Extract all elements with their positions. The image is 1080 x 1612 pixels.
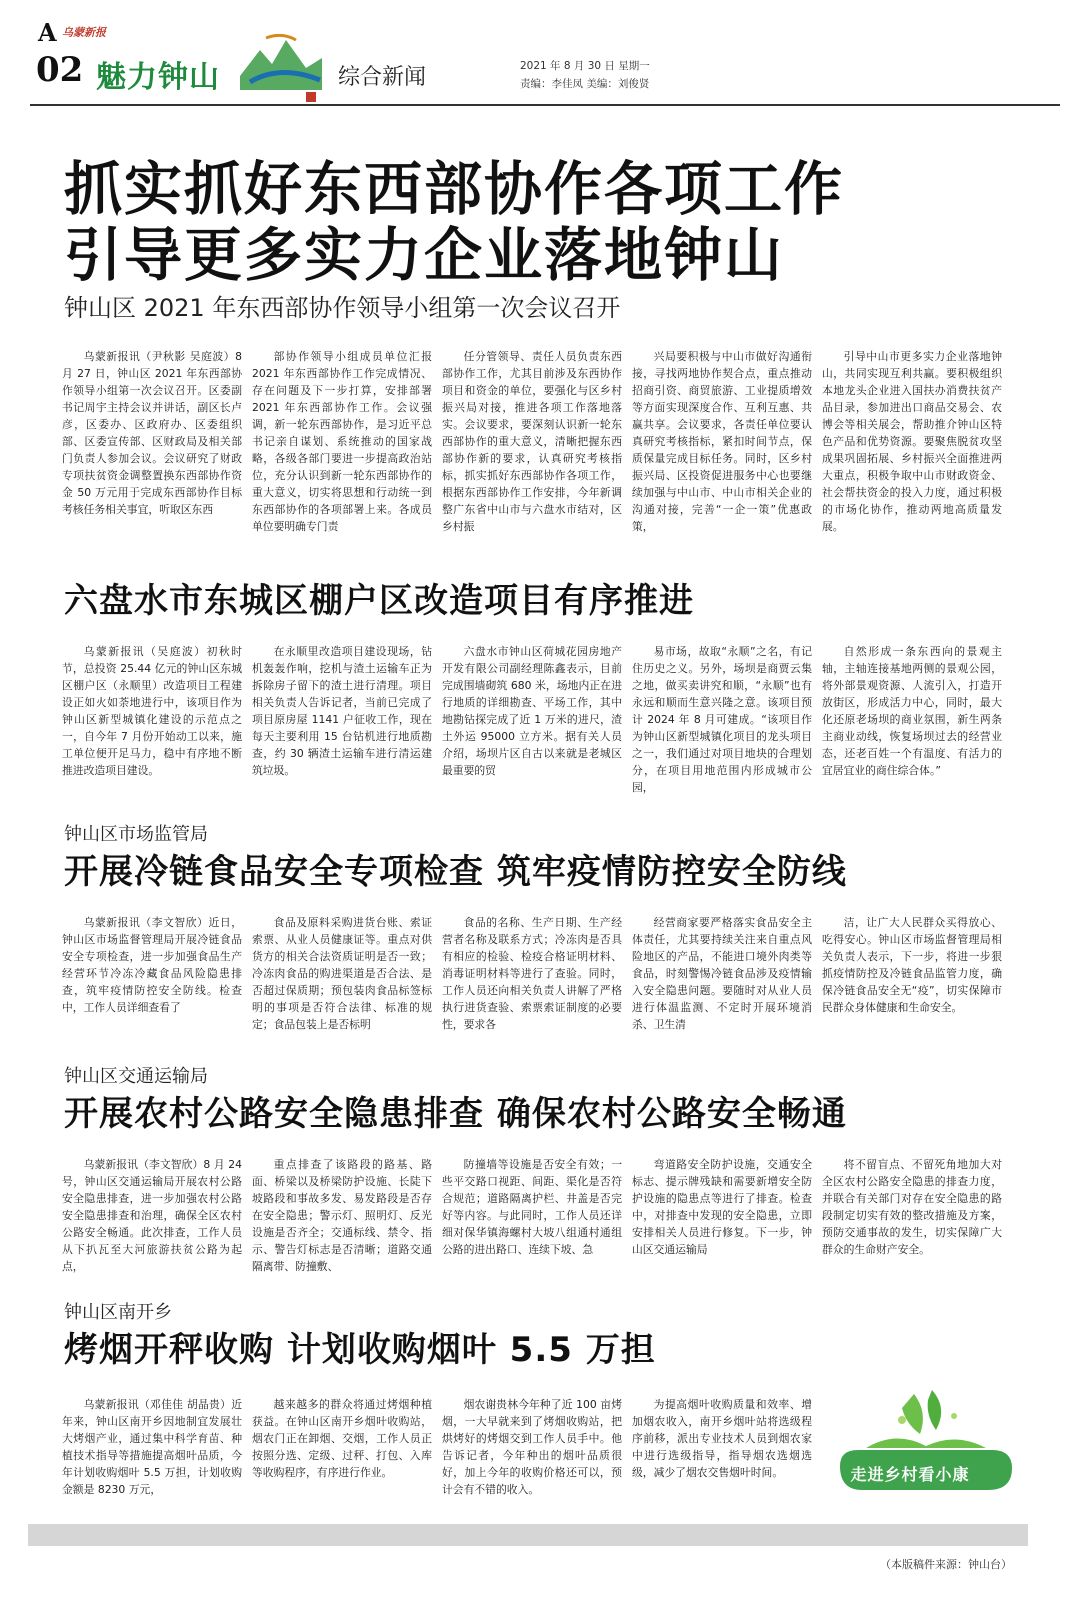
editor-line: 责编：李佳凤 美编：刘俊贤 <box>520 78 650 90</box>
page-number: 02 <box>36 50 84 90</box>
story5-column-3: 烟农谢贵林今年种了近 100 亩烤烟，一大早就来到了烤烟收购站，把烘烤好的烤烟交到工作人员手中。他告诉记者，今年种出的烟叶品质很好，加上今年的收购价格还可以，预计会有不错的收入。 <box>442 1398 622 1496</box>
story5-title: 烤烟开秤收购 计划收购烟叶 5.5 万担 <box>64 1330 656 1370</box>
story2-column-2: 在永顺里改造项目建设现场，钻机轰轰作响，挖机与渣土运输车正为拆除房子留下的渣土进行清理。项目相关负责人告诉记者，当前已完成了项目原房屋 1141 户征收工作，现在每天主要利用 15 台钻机进行地质勘查，约 30 辆渣土运输车进行清运建筑垃圾。 <box>252 645 432 777</box>
story3-column-3: 食品的名称、生产日期、生产经营者名称及联系方式；冷冻肉是否具有相应的检验、检疫合格证明材料、消毒证明材料等进行了查验。同时，工作人员还向相关负责人讲解了严格执行进货查验、索票索证制度的必要性，要求各 <box>442 916 622 1031</box>
section-name: 综合新闻 <box>338 65 427 90</box>
story3-column-1: 乌蒙新报讯（李文智欣）近日，钟山区市场监督管理局开展冷链食品安全专项检查，进一步加强食品生产经营环节冷冻冷藏食品风险隐患排查，筑牢疫情防控安全防线。检查中，工作人员详细查看了 <box>62 916 242 1014</box>
story4-title: 开展农村公路安全隐患排查 确保农村公路安全畅通 <box>64 1094 847 1134</box>
story1-column-1: 乌蒙新报讯（尹秋影 吴庭波）8 月 27 日，钟山区 2021 年东西部协作领导小组第一次会议召开。区委副书记周宇主持会议并讲话，副区长卢彦，区委办、区政府办、区委组织部、区委宣传部、区财政局及相关部门负责人参加会议。会议研究了财政专项扶贫资金调整置换东西部协作资金 50 万元用于完成东西部协作目标考核任务相关事宜，听取区东西 <box>62 350 242 516</box>
story1-column-2: 部协作领导小组成员单位汇报 2021 年东西部协作工作完成情况、存在问题及下一步打算，安排部署 2021 年东西部协作工作。会议强调，新一轮东西部协作，是习近平总书记亲自谋划、系统推动的国家战略，各级各部门要进一步提高政治站位，充分认识到新一轮东西部协作的重大意义，切实将思想和行动统一到东西部协作的各项部署上来。各成员单位要明确专门责 <box>252 350 432 533</box>
story4-column-1: 乌蒙新报讯（李文智欣）8 月 24 号，钟山区交通运输局开展农村公路安全隐患排查，进一步加强农村公路安全隐患排查和治理，确保全区农村公路安全畅通。此次排查，工作人员从下扒瓦至大河旅游扶贫公路为起点， <box>62 1158 242 1273</box>
story1-column-4: 兴局要积极与中山市做好沟通衔接，寻找两地协作契合点，重点推动招商引资、商贸旅游、工业提质增效等方面实现深度合作、互利互惠、共赢共享。会议要求，各责任单位要认真研究考核指标，紧扣时间节点，保质保量完成目标任务。同时，区乡村振兴局、区投资促进服务中心也要继续加强与中山市、中山市相关企业的沟通对接，完善“一企一策”优惠政策， <box>632 350 812 533</box>
masthead-divider <box>30 104 1060 106</box>
story1-column-5: 引导中山市更多实力企业落地钟山，共同实现互利共赢。要积极组织本地龙头企业进入国扶办消费扶贫产品目录，参加进出口商品交易会、农博会等相关展会，帮助推介钟山区特色产品和优势资源。要聚焦脱贫攻坚成果巩固拓展、乡村振兴全面推进两大重点，积极争取中山市财政资金、社会帮扶资金的投入力度，通过积极的市场化协作，推动两地高质量发展。 <box>822 350 1002 533</box>
source-note: （本版稿件来源：钟山台） <box>880 1558 1012 1571</box>
story3-column-5: 洁，让广大人民群众买得放心、吃得安心。钟山区市场监督管理局相关负责人表示，下一步，将进一步狠抓疫情防控及冷链食品监管力度，确保冷链食品安全无“疫”，切实保障市民群众身体健康和生命安全。 <box>822 916 1002 1014</box>
story4-column-5: 将不留盲点、不留死角地加大对全区农村公路安全隐患的排查力度，并联合有关部门对存在安全隐患的路段制定切实有效的整改措施及方案，预防交通事故的发生，切实保障广大群众的生命财产安全。 <box>822 1158 1002 1256</box>
story3-column-4: 经营商家要严格落实食品安全主体责任，尤其要持续关注来自重点风险地区的产品，不能进口境外肉类等食品，时刻警惕冷链食品涉及疫情输入安全隐患问题。要随时对从业人员进行体温监测、不定时开展环境消杀、卫生清 <box>632 916 812 1031</box>
story1-title-line1: 抓实抓好东西部协作各项工作 <box>64 155 845 223</box>
story2-column-1: 乌蒙新报讯（吴庭波）初秋时节，总投资 25.44 亿元的钟山区东城区棚户区（永顺里）改造项目工程建设正如火如荼地进行中，该项目作为钟山区新型城镇化建设的示范点之一，自今年 7 月份开始动工以来，施工单位便开足马力，稳中有序地不断推进改造项目建设。 <box>62 645 242 777</box>
story4-column-2: 重点排查了该路段的路基、路面、桥梁以及桥梁防护设施、长陡下坡路段和事故多发、易发路段是否存在安全隐患；警示灯、照明灯、反光设施是否齐全；交通标线、禁令、指示、警告灯标志是否清晰；道路交通隔离带、防撞敷、 <box>252 1158 432 1273</box>
story3-title: 开展冷链食品安全专项检查 筑牢疫情防控安全防线 <box>64 852 847 892</box>
story5-column-1: 乌蒙新报讯（邓佳佳 胡晶贵）近年来，钟山区南开乡因地制宜发展壮大烤烟产业，通过集中科学育苗、种植技术指导等措施提高烟叶品质，今年计划收购烟叶 5.5 万担，计划收购金额是 8230 万元， <box>62 1398 242 1496</box>
story2-column-4: 易市场，故取“永顺”之名，有记住历史之义。另外，场坝是商贾云集之地，做买卖讲究和顺，“永顺”也有永远和顺而生意兴隆之意。该项目预计 2024 年 8 月可建成。“该项目作为钟山区新型城镇化项目的龙头项目之一，我们通过对项目地块的合理划分，在项目用地范围内形成城市公园， <box>632 645 812 794</box>
story3-kicker: 钟山区市场监管局 <box>64 824 208 845</box>
rural-badge-label: 走进乡村看小康 <box>850 1465 970 1484</box>
story4-kicker: 钟山区交通运输局 <box>64 1066 208 1087</box>
story4-column-3: 防撞墙等设施是否安全有效；一些平交路口视距、间距、渠化是否符合规范；道路隔离护栏、井盖是否完好等内容。与此同时，工作人员还详细对保华镇海螺村大坡八组通村通组公路的进出路口、连续下坡、急 <box>442 1158 622 1256</box>
column-logo-icon <box>236 30 326 105</box>
story1-column-3: 任分管领导、责任人员负责东西部协作工作，尤其目前涉及东西协作项目和资金的单位，要强化与区乡村振兴局对接，推进各项工作落地落实。会议要求，要深刻认识新一轮东西部协作的重大意义，清晰把握东西部协作新的要求，认真研究考核指标，抓实抓好东西部协作各项工作，根据东西部协作工作安排，今年新调整广东省中山市与六盘水市结对，区乡村振 <box>442 350 622 533</box>
story2-column-3: 六盘水市钟山区荷城花园房地产开发有限公司副经理陈鑫表示，目前完成围墙砌筑 680 米，场地内正在进行地质的详细勘查、平场工作，其中地勘钻探完成了近 1 万米的进尺，渣土外运 95000 立方米。据有关人员介绍，场坝片区自古以来就是老城区最重要的贸 <box>442 645 622 777</box>
story1-subtitle: 钟山区 2021 年东西部协作领导小组第一次会议召开 <box>64 294 621 322</box>
date-line: 2021 年 8 月 30 日 星期一 <box>520 60 650 72</box>
story3-column-2: 食品及原料采购进货台账、索证索票、从业人员健康证等。重点对供货方的相关合法资质证明是否一致；冷冻肉食品的购进渠道是否合法、是否超过保质期；预包装肉食品标签标明的事项是否符合法律、标准的规定；食品包装上是否标明 <box>252 916 432 1031</box>
story5-kicker: 钟山区南开乡 <box>64 1302 172 1323</box>
story2-column-5: 自然形成一条东西向的景观主轴，主轴连接基地两侧的景观公园，将外部景观资源、人流引入，打造开放街区，形成活力中心，同时，最大化还原老场坝的商业氛围，新生两条主商业动线，恢复场坝过去的经营业态，还老百姓一个有温度、有活力的宜居宜业的商住综合体。” <box>822 645 1002 777</box>
story1-title-line2: 引导更多实力企业落地钟山 <box>64 221 785 289</box>
paper-name: 乌蒙新报 <box>62 26 106 39</box>
footer-bar <box>28 1524 1028 1546</box>
column-name: 魅力钟山 <box>96 60 220 95</box>
edition-letter: A <box>38 18 57 47</box>
story4-column-4: 弯道路安全防护设施，交通安全标志、提示牌残缺和需要新增安全防护设施的隐患点等进行了排查。检查中，对排查中发现的安全隐患，立即安排相关人员进行修复。下一步，钟山区交通运输局 <box>632 1158 812 1256</box>
story5-column-2: 越来越多的群众将通过烤烟种植获益。在钟山区南开乡烟叶收购站，烟农门正在卸烟、交烟，工作人员正按照分选、定级、过秤、打包、入库等收购程序，有序进行作业。 <box>252 1398 432 1479</box>
story5-column-4: 为提高烟叶收购质量和效率、增加烟农收入，南开乡烟叶站将选级程序前移，派出专业技术人员到烟农家中进行选级指导，指导烟农选烟选级，减少了烟农交售烟叶时间。 <box>632 1398 812 1479</box>
story2-title: 六盘水市东城区棚户区改造项目有序推进 <box>64 581 694 621</box>
